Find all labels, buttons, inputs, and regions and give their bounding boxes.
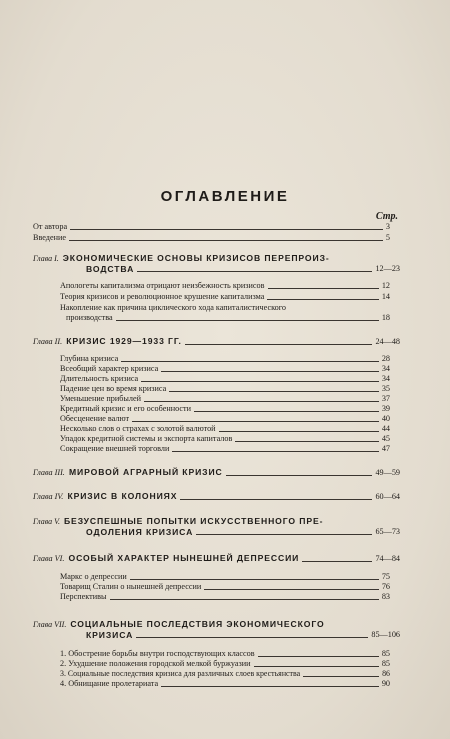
toc-entry: Кредитный кризис и его особенности 39 (60, 404, 390, 413)
chapter-heading: Глава III. МИРОВОЙ АГРАРНЫЙ КРИЗИС 49—59 (33, 467, 400, 477)
chapter-heading: Глава VII. СОЦИАЛЬНЫЕ ПОСЛЕДСТВИЯ ЭКОНОМИЧЕСКОГО (33, 619, 325, 629)
toc-entry: Товарищ Сталин о нынешней депрессии 76 (60, 582, 390, 591)
toc-entry: Обесценение валют 40 (60, 414, 390, 423)
chapter-heading-cont: ОДОЛЕНИЯ КРИЗИСА 65—73 (86, 527, 400, 537)
toc-entry: Падение цен во время кризиса 35 (60, 384, 390, 393)
chapter-heading: Глава V. БЕЗУСПЕШНЫЕ ПОПЫТКИ ИСКУССТВЕННОГО ПРЕ- (33, 516, 324, 526)
chapter-heading: Глава I. ЭКОНОМИЧЕСКИЕ ОСНОВЫ КРИЗИСОВ ПЕРЕПРОИЗ- (33, 253, 330, 263)
toc-entry: 4. Обнищание пролетариата 90 (60, 679, 390, 688)
toc-entry: Теория кризисов и революционное крушение капитализма 14 (60, 292, 390, 301)
toc-entry: Длительность кризиса 34 (60, 374, 390, 383)
toc-entry: 2. Ухудшение положения городской мелкой буржуазии 85 (60, 659, 390, 668)
page-column-header: Стр. (375, 211, 398, 222)
toc-entry: Сокращение внешней торговли 47 (60, 444, 390, 453)
toc-entry: От автора 3 (33, 222, 390, 231)
toc-entry: Глубина кризиса 28 (60, 354, 390, 363)
chapter-heading-cont: ВОДСТВА 12—23 (86, 264, 400, 274)
toc-entry: Введение 5 (33, 233, 390, 242)
toc-entry: Перспективы 83 (60, 592, 390, 601)
toc-entry: производства 18 (66, 313, 390, 322)
chapter-heading: Глава VI. ОСОБЫЙ ХАРАКТЕР НЫНЕШНЕЙ ДЕПРЕССИИ 74—84 (33, 553, 400, 563)
chapter-heading: Глава IV. КРИЗИС В КОЛОНИЯХ 60—64 (33, 491, 400, 501)
toc-entry: Маркс о депрессии 75 (60, 572, 390, 581)
toc-entry: 1. Обострение борьбы внутри господствующих классов 85 (60, 649, 390, 658)
chapter-heading: Глава II. КРИЗИС 1929—1933 ГГ. 24—48 (33, 336, 400, 346)
toc-entry: Апологеты капитализма отрицают неизбежность кризисов 12 (60, 281, 390, 290)
toc-entry-wrap: Накопление как причина циклического хода капиталистического (60, 303, 286, 312)
toc-entry: 3. Социальные последствия кризиса для различных слоев крестьянства 86 (60, 669, 390, 678)
toc-title: ОГЛАВЛЕНИЕ (160, 188, 290, 205)
toc-entry: Упадок кредитной системы и экспорта капиталов 45 (60, 434, 390, 443)
toc-entry: Всеобщий характер кризиса 34 (60, 364, 390, 373)
toc-entry: Несколько слов о страхах с золотой валютой 44 (60, 424, 390, 433)
toc-entry: Уменьшение прибылей 37 (60, 394, 390, 403)
chapter-heading-cont: КРИЗИСА 85—106 (86, 630, 400, 640)
